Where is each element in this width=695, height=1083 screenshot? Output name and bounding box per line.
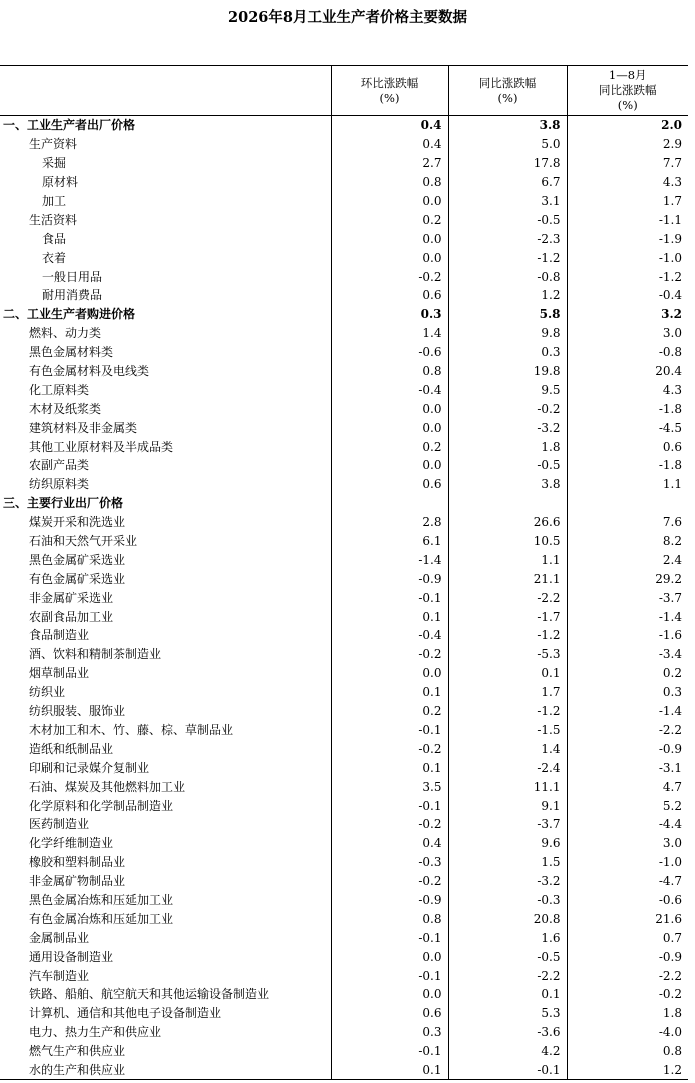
table-row — [0, 758, 688, 777]
table-row — [0, 192, 688, 211]
mom-value: -0.1 — [331, 721, 448, 740]
ytd-value: 3.2 — [567, 305, 688, 324]
yoy-value: -1.5 — [448, 721, 567, 740]
table-row — [0, 1042, 688, 1061]
row-label: 造纸和纸制品业 — [29, 741, 114, 756]
yoy-value: 3.8 — [448, 116, 567, 135]
row-label: 纺织业 — [29, 685, 66, 700]
ytd-value: 0.7 — [567, 928, 688, 947]
yoy-value: 10.5 — [448, 532, 567, 551]
mom-value: 0.0 — [331, 947, 448, 966]
mom-value: 3.5 — [331, 777, 448, 796]
yoy-value: 3.8 — [448, 475, 567, 494]
yoy-value: 0.1 — [448, 664, 567, 683]
row-label: 农副食品加工业 — [29, 609, 114, 624]
ytd-value: -2.2 — [567, 966, 688, 985]
ytd-value: -0.6 — [567, 891, 688, 910]
table-row — [0, 777, 688, 796]
yoy-value: 0.3 — [448, 343, 567, 362]
yoy-value: 21.1 — [448, 569, 567, 588]
ytd-value: -1.0 — [567, 248, 688, 267]
table-row — [0, 343, 688, 362]
ytd-value: 29.2 — [567, 569, 688, 588]
table-row — [0, 362, 688, 381]
row-label: 黑色金属冶炼和压延加工业 — [29, 892, 174, 907]
yoy-value: -3.7 — [448, 815, 567, 834]
table-row — [0, 909, 688, 928]
mom-value: 0.0 — [331, 399, 448, 418]
yoy-value: 6.7 — [448, 173, 567, 192]
ytd-value: -3.4 — [567, 645, 688, 664]
row-label: 印刷和记录媒介复制业 — [29, 760, 150, 775]
header-line: 环比涨跌幅 — [360, 75, 419, 90]
table-row — [0, 513, 688, 532]
mom-value: -0.9 — [331, 891, 448, 910]
ytd-value: 1.2 — [567, 1061, 688, 1080]
ytd-value: -3.1 — [567, 758, 688, 777]
row-label: 计算机、通信和其他电子设备制造业 — [29, 1006, 222, 1021]
mom-value: 0.2 — [331, 702, 448, 721]
ytd-value: 3.0 — [567, 834, 688, 853]
row-label: 化工原料类 — [29, 382, 90, 397]
mom-value: 0.6 — [331, 475, 448, 494]
yoy-value: 17.8 — [448, 154, 567, 173]
yoy-value: -0.2 — [448, 399, 567, 418]
mom-value: -0.2 — [331, 815, 448, 834]
header-unit: (%) — [617, 98, 638, 112]
table-row — [0, 569, 688, 588]
row-label: 电力、热力生产和供应业 — [29, 1025, 162, 1040]
table-row — [0, 588, 688, 607]
row-label: 水的生产和供应业 — [0, 1061, 331, 1080]
yoy-value: -0.5 — [448, 210, 567, 229]
yoy-value: -5.3 — [448, 645, 567, 664]
ytd-value: 4.7 — [567, 777, 688, 796]
header-yoy — [448, 66, 567, 116]
yoy-value: 1.2 — [448, 286, 567, 305]
row-label: 有色金属冶炼和压延加工业 — [29, 911, 174, 926]
row-label: 金属制品业 — [29, 930, 90, 945]
row-label: 一般日用品 — [42, 269, 103, 284]
table-row — [0, 891, 688, 910]
mom-value: 0.0 — [331, 456, 448, 475]
yoy-value: 1.4 — [448, 739, 567, 758]
mom-value: -0.3 — [331, 853, 448, 872]
ytd-value: -1.1 — [567, 210, 688, 229]
table-row — [0, 475, 688, 494]
yoy-value: -1.2 — [448, 248, 567, 267]
row-label: 石油和天然气开采业 — [29, 534, 138, 549]
mom-value: 2.8 — [331, 513, 448, 532]
mom-value: 0.1 — [331, 683, 448, 702]
mom-value: 0.1 — [331, 758, 448, 777]
row-label: 生产资料 — [29, 137, 78, 152]
ytd-value: 1.7 — [567, 192, 688, 211]
table-row — [0, 966, 688, 985]
ytd-value: 8.2 — [567, 532, 688, 551]
ytd-value: 7.6 — [567, 513, 688, 532]
header-unit: (%) — [497, 90, 518, 105]
row-label: 纺织服装、服饰业 — [29, 704, 126, 719]
table-row — [0, 985, 688, 1004]
table-row — [0, 1004, 688, 1023]
ytd-value: 4.3 — [567, 380, 688, 399]
row-label: 有色金属材料及电线类 — [29, 364, 150, 379]
yoy-value: -3.6 — [448, 1023, 567, 1042]
row-label: 燃料、动力类 — [29, 326, 102, 341]
mom-value: 0.6 — [331, 1004, 448, 1023]
table-row — [0, 380, 688, 399]
yoy-value: 1.1 — [448, 550, 567, 569]
mom-value: -0.1 — [331, 1042, 448, 1061]
row-label: 石油、煤炭及其他燃料加工业 — [29, 779, 186, 794]
mom-value: 0.8 — [331, 362, 448, 381]
row-label: 采掘 — [42, 156, 67, 171]
mom-value: -0.2 — [331, 739, 448, 758]
row-label: 橡胶和塑料制品业 — [29, 855, 126, 870]
table-row — [0, 626, 688, 645]
row-label: 其他工业原材料及半成品类 — [29, 439, 174, 454]
row-label: 二、工业生产者购进价格 — [3, 307, 136, 322]
table-row — [0, 796, 688, 815]
table-row — [0, 324, 688, 343]
page-title: 2026年8月工业生产者价格主要数据 — [228, 9, 467, 26]
mom-value: 0.2 — [331, 210, 448, 229]
ytd-value: 3.0 — [567, 324, 688, 343]
header-line: 同比涨跌幅 — [599, 83, 657, 97]
ytd-value: -2.2 — [567, 721, 688, 740]
ytd-value: 0.3 — [567, 683, 688, 702]
yoy-value: -2.3 — [448, 229, 567, 248]
row-label: 原材料 — [42, 175, 79, 190]
table-row — [0, 437, 688, 456]
yoy-value: 9.1 — [448, 796, 567, 815]
table-row — [0, 532, 688, 551]
ytd-value: -0.8 — [567, 343, 688, 362]
mom-value: 0.0 — [331, 192, 448, 211]
mom-value: -0.9 — [331, 569, 448, 588]
header-period: 1—8月 — [608, 68, 647, 82]
yoy-value: -0.8 — [448, 267, 567, 286]
mom-value: 0.0 — [331, 664, 448, 683]
yoy-value: 3.1 — [448, 192, 567, 211]
table-row — [0, 1061, 688, 1080]
yoy-value: -0.5 — [448, 456, 567, 475]
ytd-value: -0.9 — [567, 947, 688, 966]
ytd-value — [567, 494, 688, 513]
table-row — [0, 872, 688, 891]
yoy-value: 1.8 — [448, 437, 567, 456]
table-row — [0, 645, 688, 664]
table-row — [0, 815, 688, 834]
yoy-value: 4.2 — [448, 1042, 567, 1061]
table-row — [0, 210, 688, 229]
header-line: 同比涨跌幅 — [478, 75, 537, 90]
mom-value: -0.1 — [331, 928, 448, 947]
row-label: 黑色金属矿采选业 — [29, 552, 126, 567]
row-label: 非金属矿采选业 — [29, 590, 114, 605]
ytd-value: 4.3 — [567, 173, 688, 192]
yoy-value: -0.5 — [448, 947, 567, 966]
ytd-value: -4.4 — [567, 815, 688, 834]
table-row — [0, 853, 688, 872]
header-item — [0, 66, 331, 116]
yoy-value: -2.2 — [448, 966, 567, 985]
mom-value: 0.1 — [331, 1061, 448, 1080]
mom-value: 1.4 — [331, 324, 448, 343]
ytd-value: 2.9 — [567, 135, 688, 154]
row-label: 食品制造业 — [29, 628, 90, 643]
mom-value: -0.2 — [331, 267, 448, 286]
ytd-value: -3.7 — [567, 588, 688, 607]
ytd-value: -1.9 — [567, 229, 688, 248]
table-row — [0, 550, 688, 569]
row-label: 生活资料 — [29, 212, 78, 227]
table-row — [0, 683, 688, 702]
yoy-value: 26.6 — [448, 513, 567, 532]
yoy-value: 1.6 — [448, 928, 567, 947]
row-label: 农副产品类 — [29, 458, 90, 473]
header-unit: (%) — [379, 90, 400, 105]
mom-value: 2.7 — [331, 154, 448, 173]
table-row — [0, 834, 688, 853]
table-row — [0, 1023, 688, 1042]
row-label: 食品 — [42, 231, 67, 246]
ytd-value: -1.4 — [567, 607, 688, 626]
row-label: 非金属矿物制品业 — [29, 874, 126, 889]
row-label: 建筑材料及非金属类 — [29, 420, 138, 435]
ytd-value: 0.2 — [567, 664, 688, 683]
row-label: 化学纤维制造业 — [29, 836, 114, 851]
mom-value: 0.3 — [331, 305, 448, 324]
mom-value: -0.1 — [331, 796, 448, 815]
mom-value: 0.3 — [331, 1023, 448, 1042]
row-label: 纺织原料类 — [29, 477, 90, 492]
table-row — [0, 399, 688, 418]
row-label: 燃气生产和供应业 — [29, 1044, 126, 1059]
table-row — [0, 947, 688, 966]
mom-value: 0.2 — [331, 437, 448, 456]
yoy-value: 1.7 — [448, 683, 567, 702]
yoy-value: 1.5 — [448, 853, 567, 872]
ytd-value: -0.4 — [567, 286, 688, 305]
header-ytd — [567, 66, 688, 116]
ytd-value: -1.8 — [567, 399, 688, 418]
row-label: 烟草制品业 — [29, 666, 90, 681]
ytd-value: 21.6 — [567, 909, 688, 928]
mom-value: 0.8 — [331, 909, 448, 928]
yoy-value: -0.3 — [448, 891, 567, 910]
yoy-value: 20.8 — [448, 909, 567, 928]
row-label: 医药制造业 — [29, 817, 90, 832]
row-label: 化学原料和化学制品制造业 — [29, 798, 174, 813]
table-row — [0, 607, 688, 626]
table-row — [0, 135, 688, 154]
row-label: 黑色金属材料类 — [29, 345, 114, 360]
table-row — [0, 305, 688, 324]
table-row — [0, 286, 688, 305]
table-row — [0, 154, 688, 173]
row-label: 酒、饮料和精制茶制造业 — [29, 647, 162, 662]
yoy-value — [448, 494, 567, 513]
mom-value: -0.2 — [331, 872, 448, 891]
ytd-value: -1.2 — [567, 267, 688, 286]
ytd-value: -1.0 — [567, 853, 688, 872]
yoy-value: -2.2 — [448, 588, 567, 607]
yoy-value: -1.2 — [448, 702, 567, 721]
row-label: 通用设备制造业 — [29, 949, 114, 964]
ytd-value: -4.7 — [567, 872, 688, 891]
mom-value: 0.0 — [331, 985, 448, 1004]
mom-value — [331, 494, 448, 513]
table-header — [0, 66, 688, 116]
ytd-value: -1.4 — [567, 702, 688, 721]
table-row — [0, 664, 688, 683]
ytd-value: 1.8 — [567, 1004, 688, 1023]
mom-value: 0.0 — [331, 418, 448, 437]
yoy-value: -3.2 — [448, 418, 567, 437]
mom-value: -0.6 — [331, 343, 448, 362]
yoy-value: 9.6 — [448, 834, 567, 853]
ytd-value: -4.5 — [567, 418, 688, 437]
row-label: 铁路、船舶、航空航天和其他运输设备制造业 — [29, 987, 270, 1002]
ytd-value: 2.0 — [567, 116, 688, 135]
header-mom — [331, 66, 448, 116]
mom-value: -0.1 — [331, 966, 448, 985]
table-row — [0, 267, 688, 286]
yoy-value: 11.1 — [448, 777, 567, 796]
mom-value: -0.4 — [331, 626, 448, 645]
mom-value: -0.1 — [331, 588, 448, 607]
table-row — [0, 928, 688, 947]
table-row — [0, 739, 688, 758]
table-row — [0, 248, 688, 267]
table-row — [0, 173, 688, 192]
ytd-value: -4.0 — [567, 1023, 688, 1042]
row-label: 木材加工和木、竹、藤、棕、草制品业 — [29, 722, 234, 737]
mom-value: -0.2 — [331, 645, 448, 664]
ytd-value: 0.8 — [567, 1042, 688, 1061]
ytd-value: -0.9 — [567, 739, 688, 758]
ytd-value: 20.4 — [567, 362, 688, 381]
ytd-value: -1.8 — [567, 456, 688, 475]
yoy-value: 19.8 — [448, 362, 567, 381]
yoy-value: -1.7 — [448, 607, 567, 626]
mom-value: 0.1 — [331, 607, 448, 626]
yoy-value: -3.2 — [448, 872, 567, 891]
row-label: 一、工业生产者出厂价格 — [3, 118, 136, 133]
table-row — [0, 116, 688, 135]
mom-value: 0.0 — [331, 229, 448, 248]
yoy-value: -0.1 — [448, 1061, 567, 1080]
row-label: 有色金属矿采选业 — [29, 571, 126, 586]
table-row — [0, 721, 688, 740]
mom-value: 0.0 — [331, 248, 448, 267]
price-data-table — [0, 65, 688, 1080]
table-body — [0, 116, 688, 1080]
mom-value: 0.4 — [331, 135, 448, 154]
mom-value: -1.4 — [331, 550, 448, 569]
mom-value: 0.4 — [331, 116, 448, 135]
table-row — [0, 456, 688, 475]
mom-value: 6.1 — [331, 532, 448, 551]
mom-value: -0.4 — [331, 380, 448, 399]
yoy-value: 5.8 — [448, 305, 567, 324]
yoy-value: 5.0 — [448, 135, 567, 154]
yoy-value: 5.3 — [448, 1004, 567, 1023]
table-row — [0, 702, 688, 721]
table-row — [0, 418, 688, 437]
mom-value: 0.8 — [331, 173, 448, 192]
row-label: 衣着 — [42, 250, 67, 265]
ytd-value: 7.7 — [567, 154, 688, 173]
yoy-value: 9.5 — [448, 380, 567, 399]
row-label: 三、主要行业出厂价格 — [3, 496, 124, 511]
ytd-value: 1.1 — [567, 475, 688, 494]
yoy-value: 9.8 — [448, 324, 567, 343]
ytd-value: 2.4 — [567, 550, 688, 569]
mom-value: 0.6 — [331, 286, 448, 305]
yoy-value: -2.4 — [448, 758, 567, 777]
row-label: 汽车制造业 — [29, 968, 90, 983]
row-label: 耐用消费品 — [42, 288, 103, 303]
ytd-value: -1.6 — [567, 626, 688, 645]
row-label: 煤炭开采和洗选业 — [29, 515, 126, 530]
ytd-value: -0.2 — [567, 985, 688, 1004]
row-label: 加工 — [42, 194, 67, 208]
table-row — [0, 229, 688, 248]
ytd-value: 5.2 — [567, 796, 688, 815]
row-label: 木材及纸浆类 — [29, 401, 102, 416]
table-row — [0, 494, 688, 513]
ytd-value: 0.6 — [567, 437, 688, 456]
mom-value: 0.4 — [331, 834, 448, 853]
yoy-value: 0.1 — [448, 985, 567, 1004]
yoy-value: -1.2 — [448, 626, 567, 645]
